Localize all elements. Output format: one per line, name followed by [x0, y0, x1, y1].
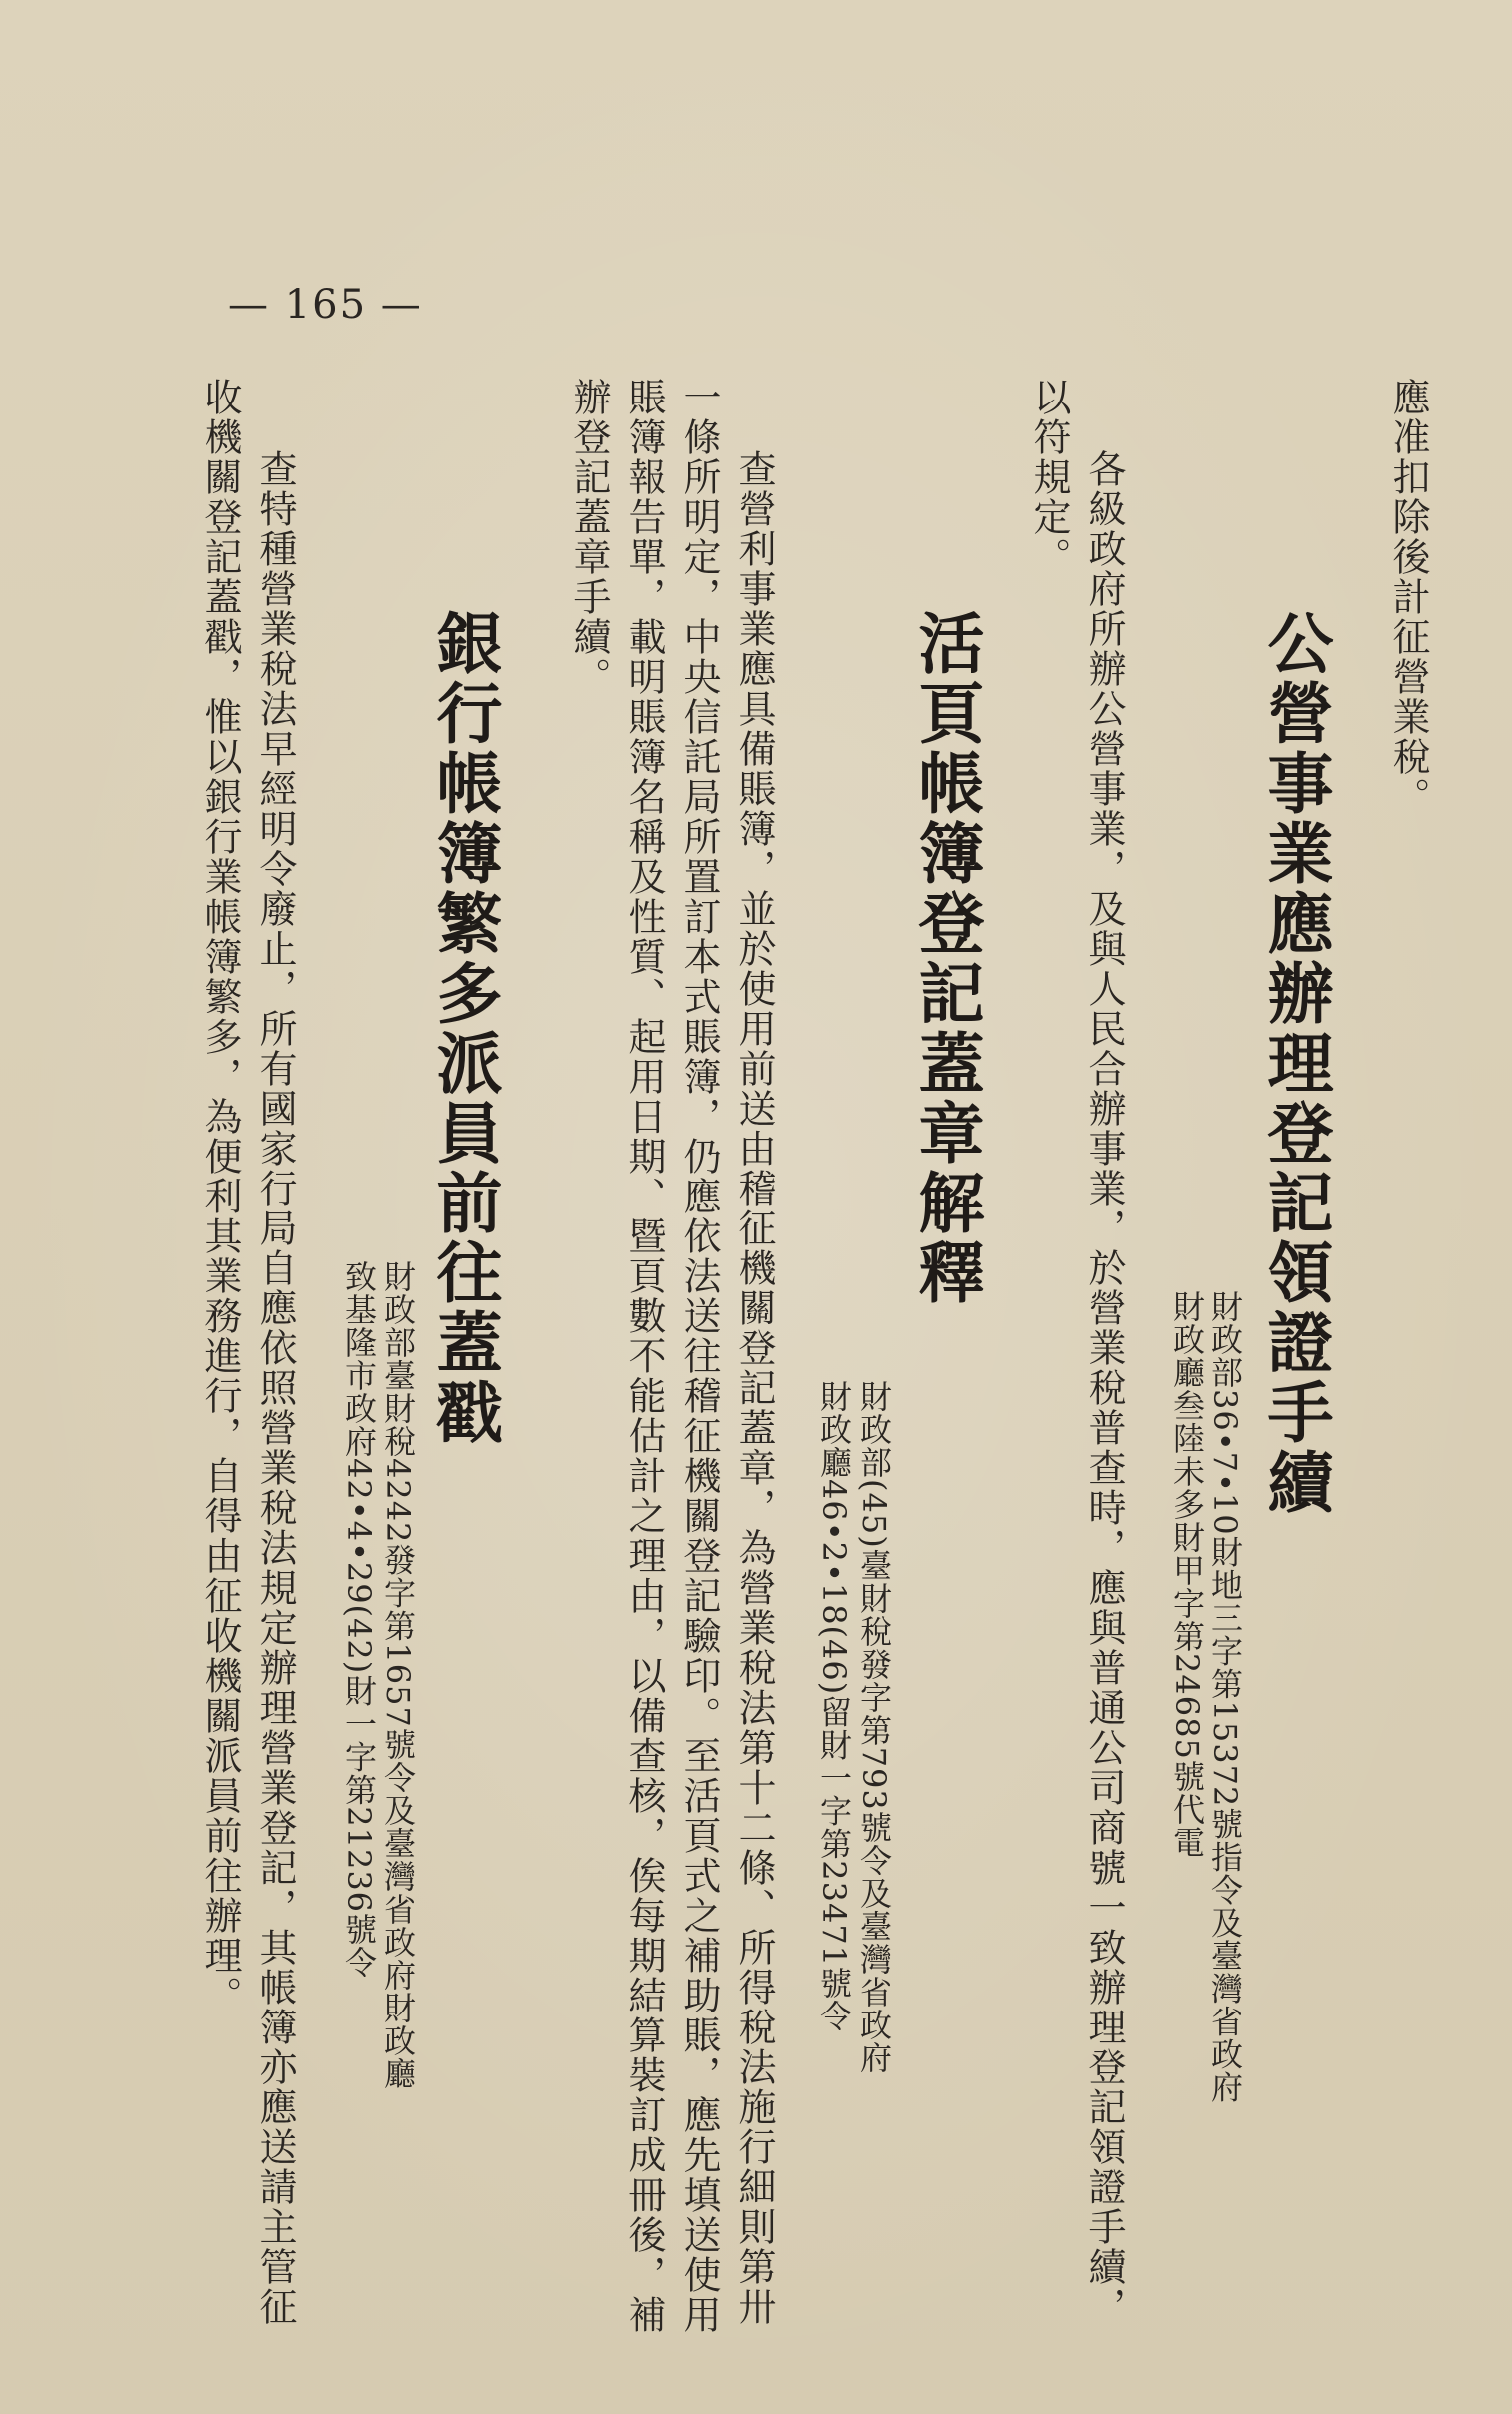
section2-body-line3: 賬簿報告單，載明賬簿名稱及性質、起用日期、暨頁數不能估計之理由，以備查核，俟每期結算裝訂成冊後，補	[622, 378, 666, 2335]
page-number: — 165 —	[228, 282, 423, 328]
section1-body-line2: 以符規定。	[1027, 378, 1071, 577]
section2-body-line1: 查營利事業應具備賬簿，並於使用前送由稽征機關登記蓋章，為營業稅法第十二條、所得稅法施行細則第卅	[732, 449, 776, 2327]
section2-title: 活頁帳簿登記蓋章解釋	[907, 609, 985, 1308]
section3-title: 銀行帳簿繁多派員前往蓋戳	[425, 609, 503, 1448]
section3-source-line2: 致基隆市政府42•4•29(42)財一字第21236號令	[340, 1260, 378, 1980]
section3-body-line1: 查特種營業稅法早經明令廢止，所有國家行局自應依照營業稅法規定辦理營業登記，其帳簿亦應送請主管征	[253, 449, 297, 2327]
section2-body-line4: 辦登記蓋章手續。	[567, 378, 611, 697]
section3-source-line1: 財政部臺財稅4242發字第1657號令及臺灣省政府財政廳	[379, 1260, 417, 2090]
section2-source-line2: 財政廳46•2•18(46)留財一字第23471號令	[815, 1380, 853, 2033]
section1-source-line2: 財政廳叁陸未多財甲字第24685號代電	[1168, 1290, 1206, 1859]
section1-title: 公營事業應辦理登記領證手續	[1256, 609, 1334, 1518]
section2-source-line1: 財政部(45)臺財稅發字第793號令及臺灣省政府	[855, 1380, 893, 2074]
section2-body-line2: 一條所明定，中央信託局所置訂本式賬簿，仍應依法送往稽征機關登記驗印。至活頁式之補助賬，應先填送使用	[677, 378, 721, 2335]
section1-body-line1: 各級政府所辦公營事業，及與人民合辦事業，於營業稅普查時，應與普通公司商號一致辦理登記領證手續，	[1082, 449, 1126, 2327]
show-through-texture	[1328, 380, 1388, 1228]
section1-source-line1: 財政部36•7•10財地三字第15372號指令及臺灣省政府	[1206, 1290, 1244, 2104]
section3-body-line2: 收機關登記蓋戳，惟以銀行業帳簿繁多，為便利其業務進行，自得由征收機關派員前往辦理。	[198, 378, 242, 2015]
carry-over-line: 應准扣除後計征營業稅。	[1386, 378, 1430, 817]
